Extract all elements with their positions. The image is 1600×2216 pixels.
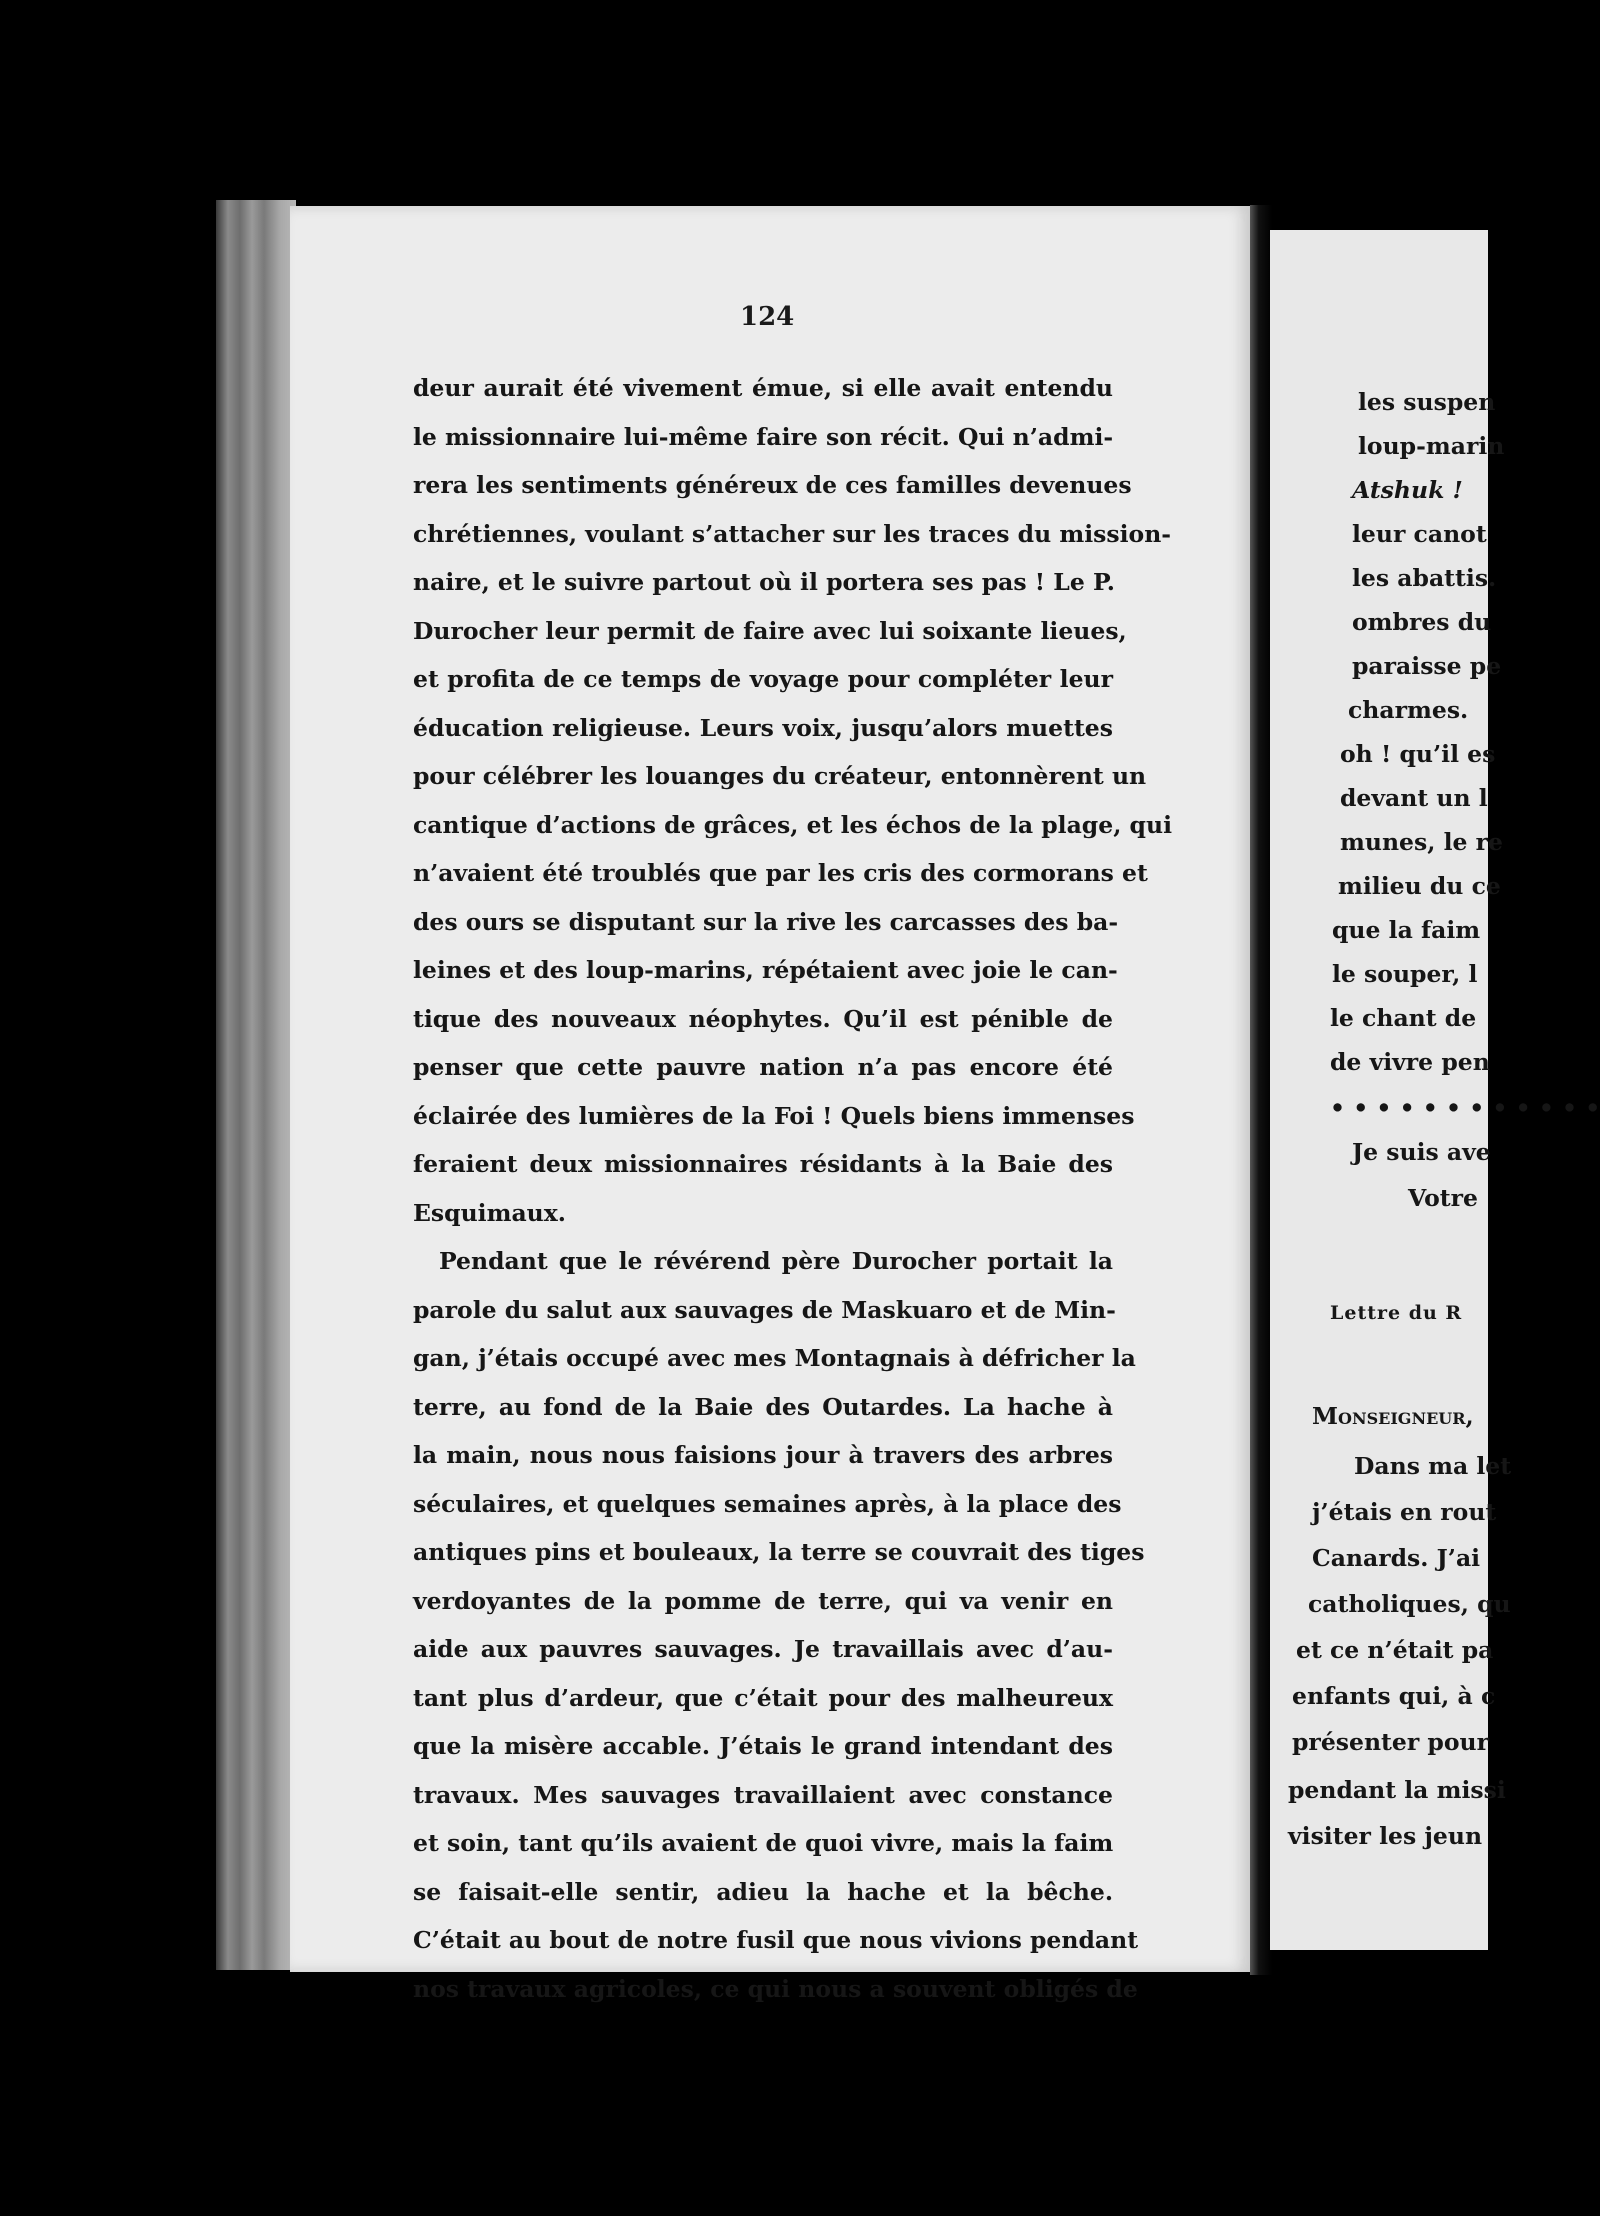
facing-line: Dans ma let xyxy=(1354,1452,1512,1480)
text-line: cantique d’actions de grâces, et les échos de la plage, qui xyxy=(413,810,1172,839)
facing-line: et ce n’était pa xyxy=(1296,1636,1494,1664)
text-line: C’était au bout de notre fusil que nous vivions pendant xyxy=(413,1926,1139,1954)
text-line: travaux. Mes sauvages travaillaient avec constance xyxy=(413,1780,1113,1809)
text-line: naire, et le suivre partout où il portera ses pas ! Le P. xyxy=(413,568,1115,596)
facing-line: présenter pour xyxy=(1292,1728,1489,1756)
page-edges xyxy=(216,200,296,1970)
text-line: chrétiennes, voulant s’attacher sur les traces du mission- xyxy=(413,519,1172,548)
facing-line: paraisse pe xyxy=(1352,652,1502,680)
text-line: n’avaient été troublés que par les cris des cormorans et xyxy=(413,859,1148,887)
text-line: verdoyantes de la pomme de terre, qui va venir en xyxy=(413,1586,1113,1615)
text-line: séculaires, et quelques semaines après, à la place des xyxy=(413,1489,1122,1518)
facing-line: que la faim xyxy=(1332,916,1481,944)
text-line: et soin, tant qu’ils avaient de quoi vivre, mais la faim xyxy=(413,1829,1114,1857)
page-number: 124 xyxy=(740,302,795,332)
book-gutter xyxy=(1250,205,1272,1975)
facing-line: milieu du ce xyxy=(1338,872,1501,900)
text-line: le missionnaire lui-même faire son récit. Qui n’admi- xyxy=(413,422,1114,451)
text-line: éducation religieuse. Leurs voix, jusqu’alors muettes xyxy=(413,713,1113,742)
facing-line: pendant la missi xyxy=(1288,1776,1506,1804)
facing-line: ombres du xyxy=(1352,608,1492,636)
facing-line: catholiques, qu xyxy=(1308,1590,1511,1618)
facing-line: oh ! qu’il es xyxy=(1340,740,1496,768)
text-line: deur aurait été vivement émue, si elle avait entendu xyxy=(413,374,1113,402)
text-line: Pendant que le révérend père Durocher portait la xyxy=(439,1247,1113,1275)
facing-line: munes, le re xyxy=(1340,828,1503,856)
text-line: parole du salut aux sauvages de Maskuaro et de Min- xyxy=(413,1295,1116,1324)
text-line: Esquimaux. xyxy=(413,1198,566,1227)
text-line: feraient deux missionnaires résidants à la Baie des xyxy=(413,1150,1113,1178)
text-line: que la misère accable. J’étais le grand intendant des xyxy=(413,1732,1113,1760)
facing-line: Atshuk ! xyxy=(1352,476,1463,504)
text-line: tique des nouveaux néophytes. Qu’il est pénible de xyxy=(413,1004,1113,1033)
facing-line: le souper, l xyxy=(1332,960,1478,988)
text-line: rera les sentiments généreux de ces familles devenues xyxy=(413,471,1132,499)
facing-line: Canards. J’ai xyxy=(1312,1544,1481,1572)
text-line: se faisait-elle sentir, adieu la hache et la bêche. xyxy=(413,1877,1113,1906)
text-line: terre, au fond de la Baie des Outardes. La hache à xyxy=(413,1392,1113,1421)
facing-line: devant un l xyxy=(1340,784,1488,812)
facing-line: les abattis. xyxy=(1352,564,1497,592)
text-line: leines et des loup-marins, répétaient avec joie le can- xyxy=(413,956,1118,984)
text-line: penser que cette pauvre nation n’a pas encore été xyxy=(413,1053,1113,1081)
facing-line: Je suis ave xyxy=(1352,1138,1491,1166)
text-line: nos travaux agricoles, ce qui nous a souvent obligés de xyxy=(413,1974,1138,2003)
text-line: Durocher leur permit de faire avec lui soixante lieues, xyxy=(413,616,1127,645)
text-line: des ours se disputant sur la rive les carcasses des ba- xyxy=(413,907,1119,936)
text-line: antiques pins et bouleaux, la terre se couvrait des tiges xyxy=(413,1538,1145,1566)
facing-line: Votre xyxy=(1408,1184,1478,1212)
facing-line: visiter les jeun xyxy=(1288,1822,1483,1850)
facing-line: j’étais en rout xyxy=(1312,1498,1497,1526)
text-line: et profita de ce temps de voyage pour compléter leur xyxy=(413,665,1113,693)
text-line: éclairée des lumières de la Foi ! Quels biens immenses xyxy=(413,1101,1135,1130)
facing-line: le chant de xyxy=(1330,1004,1477,1032)
facing-line: loup-marin xyxy=(1358,432,1505,460)
facing-line: enfants qui, à c xyxy=(1292,1682,1496,1710)
facing-line: • • • • • • • • • • • • xyxy=(1330,1094,1600,1122)
facing-line: leur canot xyxy=(1352,520,1487,548)
facing-line: charmes. xyxy=(1348,696,1469,724)
text-line: la main, nous nous faisions jour à travers des arbres xyxy=(413,1441,1113,1469)
facing-line: de vivre pen xyxy=(1330,1048,1490,1076)
text-line: tant plus d’ardeur, que c’était pour des malheureux xyxy=(413,1683,1113,1712)
text-line: gan, j’étais occupé avec mes Montagnais à défricher la xyxy=(413,1344,1136,1372)
body-text xyxy=(413,364,1172,2013)
facing-line: Monseigneur, xyxy=(1312,1402,1474,1430)
facing-heading: Lettre du R xyxy=(1330,1302,1463,1324)
facing-line: les suspen xyxy=(1358,388,1496,416)
text-line: aide aux pauvres sauvages. Je travaillais avec d’au- xyxy=(413,1635,1113,1663)
text-line: pour célébrer les louanges du créateur, entonnèrent un xyxy=(413,762,1147,790)
